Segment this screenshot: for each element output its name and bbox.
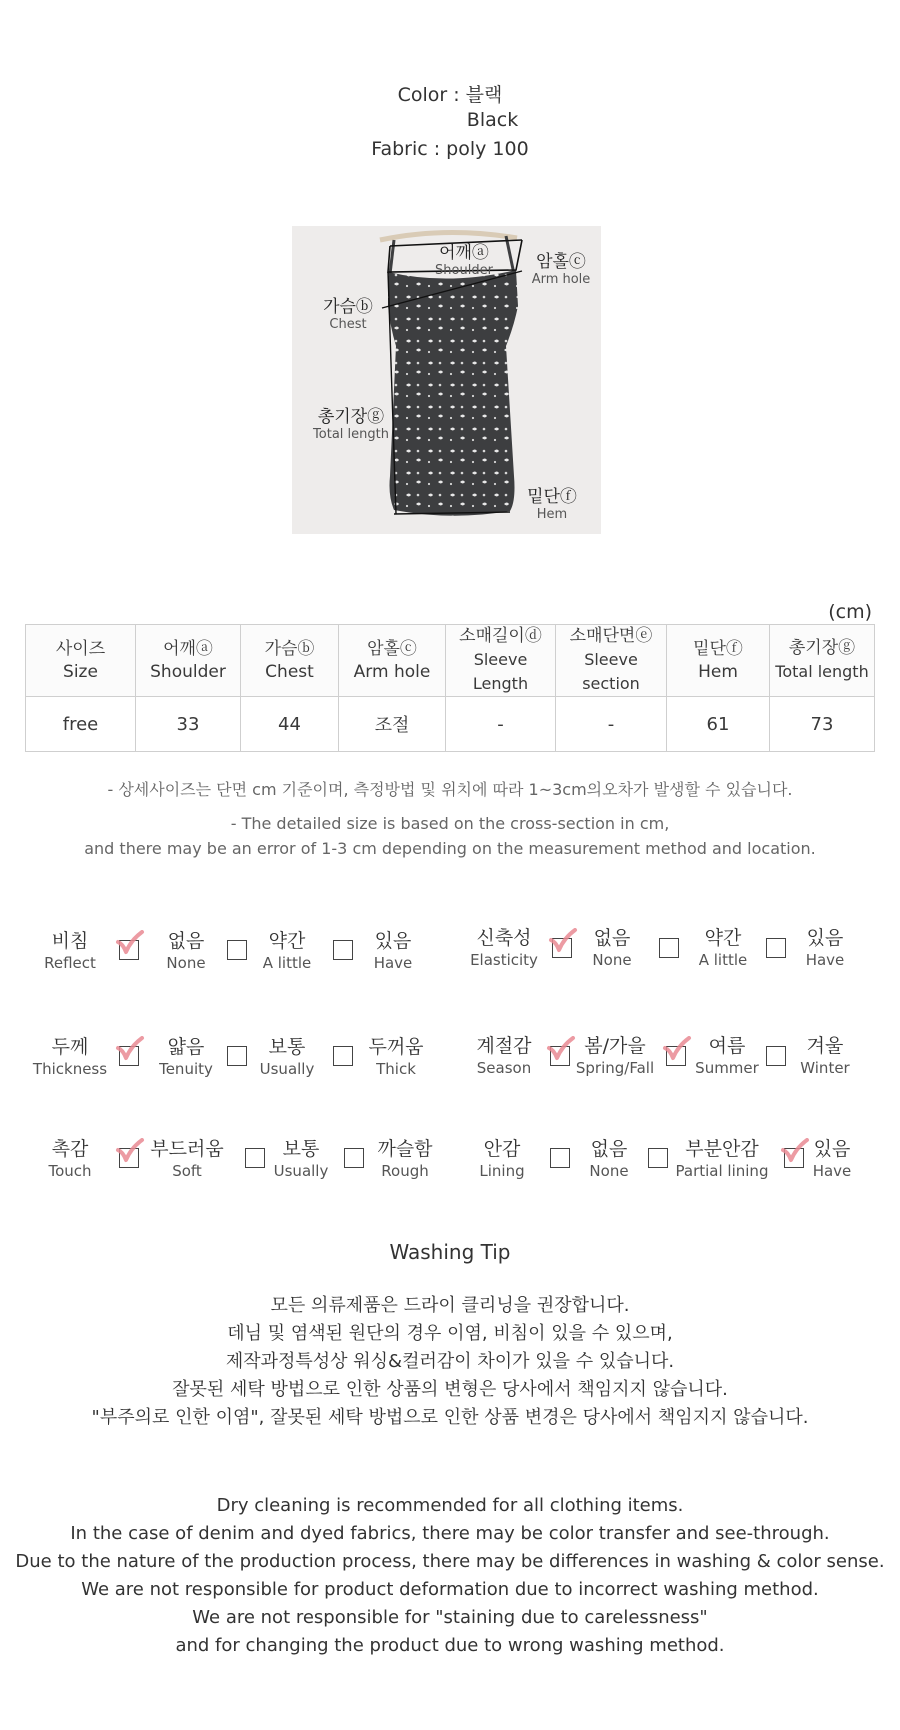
- size-note-english-1: - The detailed size is based on the cross-section in cm,: [230, 814, 670, 833]
- armhole-label: 암홀ⓒ Arm hole: [531, 252, 591, 287]
- checkbox-elasticity-have[interactable]: [766, 938, 786, 958]
- table-header-row: [26, 625, 875, 697]
- checkbox-reflect-have[interactable]: [333, 940, 353, 960]
- chest-label: 가슴ⓑ Chest: [323, 297, 373, 332]
- option-elasticity-a-little: 약간 A little: [698, 927, 748, 969]
- checkbox-touch-usually[interactable]: [245, 1148, 265, 1168]
- attr-thickness-label: 두께 Thickness: [32, 1036, 108, 1078]
- header-cell-hem: 밑단ⓕ Hem: [667, 625, 770, 697]
- cell-shoulder: 33: [136, 697, 241, 752]
- header-cell-sleeve-section: 소매단면ⓔ Sleeve section: [556, 625, 667, 697]
- washing-english-line: Dry cleaning is recommended for all clothing items.: [216, 1495, 684, 1516]
- washing-korean-line: 잘못된 세탁 방법으로 인한 상품의 변형은 당사에서 책임지지 않습니다.: [172, 1379, 728, 1400]
- washing-korean-line: 제작과정특성상 워싱&컬러감이 차이가 있을 수 있습니다.: [225, 1351, 675, 1372]
- color-line: Color : 블랙: [397, 84, 503, 106]
- fabric-line: Fabric : poly 100: [371, 138, 529, 160]
- washing-english-line: We are not responsible for "staining due to carelessness": [192, 1607, 708, 1628]
- size-note-english-2: and there may be an error of 1-3 cm depending on the measurement method and location.: [84, 839, 816, 858]
- shoulder-label: 어깨ⓐ Shoulder: [435, 243, 493, 278]
- checkbox-lining-partial[interactable]: [648, 1148, 668, 1168]
- color-english: Black: [466, 109, 519, 131]
- option-lining-none: 없음 None: [589, 1138, 629, 1180]
- washing-korean-block: [0, 1292, 900, 1432]
- cell-hem: 61: [667, 697, 770, 752]
- checkbox-elasticity-a-little[interactable]: [659, 938, 679, 958]
- washing-english-line: We are not responsible for product deformation due to incorrect washing method.: [81, 1579, 819, 1600]
- checkbox-lining-none[interactable]: [550, 1148, 570, 1168]
- header-cell-size: 사이즈 Size: [26, 625, 136, 697]
- cell-size: free: [26, 697, 136, 752]
- product-measurement-image: [292, 226, 601, 534]
- option-elasticity-have: 있음 Have: [805, 927, 845, 969]
- washing-korean-line: 모든 의류제품은 드라이 클리닝을 권장합니다.: [270, 1295, 630, 1316]
- attr-season-label: 계절감 Season: [476, 1035, 532, 1077]
- option-thickness-thick: 두꺼움 Thick: [368, 1036, 424, 1078]
- attr-touch-label: 촉감 Touch: [48, 1138, 92, 1180]
- cell-sleeve-length: -: [446, 697, 556, 752]
- cell-total-length: 73: [770, 697, 875, 752]
- header-cell-total-length: 총기장ⓖ Total length: [770, 625, 875, 697]
- cell-armhole: 조절: [339, 697, 446, 752]
- header-cell-chest: 가슴ⓑ Chest: [241, 625, 339, 697]
- table-row: [26, 697, 875, 752]
- checkbox-thickness-usually[interactable]: [227, 1046, 247, 1066]
- unit-label: (cm): [828, 601, 872, 623]
- checkbox-season-winter[interactable]: [766, 1046, 786, 1066]
- checkbox-thickness-thick[interactable]: [333, 1046, 353, 1066]
- attr-reflect-label: 비침 Reflect: [44, 930, 96, 972]
- attr-lining-label: 안감 Lining: [479, 1138, 525, 1180]
- washing-english-line: In the case of denim and dyed fabrics, there may be color transfer and see-through.: [70, 1523, 830, 1544]
- option-season-winter: 겨울 Winter: [800, 1035, 850, 1077]
- washing-english-line: and for changing the product due to wrong washing method.: [175, 1635, 725, 1656]
- header-cell-shoulder: 어깨ⓐ Shoulder: [136, 625, 241, 697]
- checkbox-reflect-a-little[interactable]: [227, 940, 247, 960]
- check-mark-icon: [662, 1036, 692, 1064]
- washing-tip-title: Washing Tip: [389, 1240, 511, 1264]
- option-season-summer: 여름 Summer: [695, 1035, 759, 1077]
- check-mark-icon: [780, 1138, 810, 1166]
- size-note-korean: - 상세사이즈는 단면 cm 기준이며, 측정방법 및 위치에 따라 1~3cm의오차가 발생할 수 있습니다.: [107, 780, 793, 799]
- hem-label: 밑단ⓕ Hem: [527, 487, 577, 522]
- cell-chest: 44: [241, 697, 339, 752]
- check-mark-icon: [548, 928, 578, 956]
- option-lining-have: 있음 Have: [812, 1138, 852, 1180]
- option-elasticity-none: 없음 None: [592, 927, 632, 969]
- option-touch-usually: 보통 Usually: [273, 1138, 329, 1180]
- option-reflect-none: 없음 None: [166, 930, 206, 972]
- washing-korean-line: 데님 및 염색된 원단의 경우 이염, 비침이 있을 수 있으며,: [227, 1323, 673, 1344]
- size-table: [25, 624, 875, 752]
- header-cell-sleeve-length: 소매길이ⓓ Sleeve Length: [446, 625, 556, 697]
- total-length-label: 총기장ⓖ Total length: [313, 407, 389, 442]
- option-touch-soft: 부드러움 Soft: [150, 1138, 224, 1180]
- option-thickness-usually: 보통 Usually: [259, 1036, 315, 1078]
- attr-elasticity-label: 신축성 Elasticity: [470, 927, 538, 969]
- washing-korean-line: "부주의로 인한 이염", 잘못된 세탁 방법으로 인한 상품 변경은 당사에서 책임지지 않습니다.: [91, 1407, 809, 1428]
- option-lining-partial: 부분안감 Partial lining: [675, 1138, 769, 1180]
- cell-sleeve-section: -: [556, 697, 667, 752]
- check-mark-icon: [115, 1138, 145, 1166]
- option-reflect-have: 있음 Have: [373, 930, 413, 972]
- checkbox-touch-rough[interactable]: [344, 1148, 364, 1168]
- check-mark-icon: [546, 1036, 576, 1064]
- option-thickness-tenuity: 얇음 Tenuity: [159, 1036, 213, 1078]
- header-cell-armhole: 암홀ⓒ Arm hole: [339, 625, 446, 697]
- check-mark-icon: [115, 1036, 145, 1064]
- washing-english-line: Due to the nature of the production process, there may be differences in washing & color sense.: [15, 1551, 885, 1572]
- option-season-spring-fall: 봄/가을 Spring/Fall: [575, 1035, 655, 1077]
- check-mark-icon: [115, 930, 145, 958]
- option-touch-rough: 까슬함 Rough: [377, 1138, 433, 1180]
- option-reflect-a-little: 약간 A little: [262, 930, 312, 972]
- washing-english-block: [0, 1492, 900, 1660]
